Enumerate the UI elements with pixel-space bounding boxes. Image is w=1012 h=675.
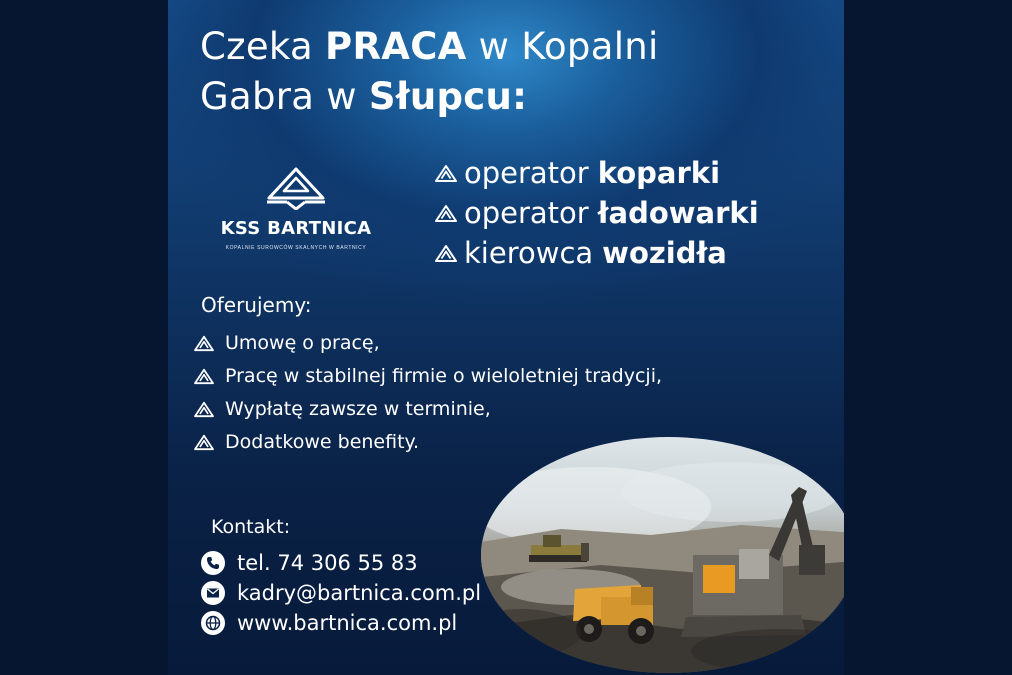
- envelope-icon: [201, 581, 225, 605]
- company-logo: [212, 166, 380, 251]
- offer-item: Dodatkowe benefity.: [192, 425, 662, 458]
- logo-brand-name: KSS BARTNICA: [220, 218, 372, 239]
- contact-website[interactable]: [201, 608, 481, 638]
- triangle-bullet-icon: [192, 334, 216, 352]
- website-text: www.bartnica.com.pl: [237, 611, 458, 635]
- triangle-bullet-icon: [192, 400, 216, 418]
- headline-line-1: Czeka PRACA w Kopalni: [200, 25, 659, 68]
- triangle-bullet-icon: [434, 163, 458, 183]
- globe-icon: [201, 611, 225, 635]
- triangle-bullet-icon: [434, 243, 458, 263]
- email-text: kadry@bartnica.com.pl: [237, 581, 482, 605]
- phone-icon: [201, 551, 225, 575]
- headline: [200, 22, 659, 122]
- phone-text: tel. 74 306 55 83: [237, 551, 418, 575]
- offers-list: [192, 326, 662, 458]
- triangle-bullet-icon: [192, 433, 216, 451]
- offers-title: Oferujemy:: [201, 293, 312, 317]
- logo-mark-icon: [265, 166, 327, 210]
- mining-site-photo: [481, 437, 844, 673]
- job-item: operator koparki: [434, 153, 759, 193]
- headline-line-2: Gabra w Słupcu:: [200, 75, 528, 118]
- contact-phone[interactable]: [201, 548, 481, 578]
- triangle-bullet-icon: [192, 367, 216, 385]
- job-item: kierowca wozidła: [434, 233, 759, 273]
- job-list: [434, 153, 759, 273]
- job-poster: [168, 0, 844, 675]
- triangle-bullet-icon: [434, 203, 458, 223]
- offer-item: Pracę w stabilnej firmie o wieloletniej tradycji,: [192, 359, 662, 392]
- contact-title: Kontakt:: [211, 516, 291, 538]
- logo-tagline: KOPALNIE SUROWCÓW SKALNYCH W BARTNICY: [225, 245, 367, 251]
- contact-email[interactable]: [201, 578, 481, 608]
- offer-item: Wypłatę zawsze w terminie,: [192, 392, 662, 425]
- mining-scene: [481, 437, 844, 673]
- job-item: operator ładowarki: [434, 193, 759, 233]
- contact-list: [201, 548, 481, 638]
- offer-item: Umowę o pracę,: [192, 326, 662, 359]
